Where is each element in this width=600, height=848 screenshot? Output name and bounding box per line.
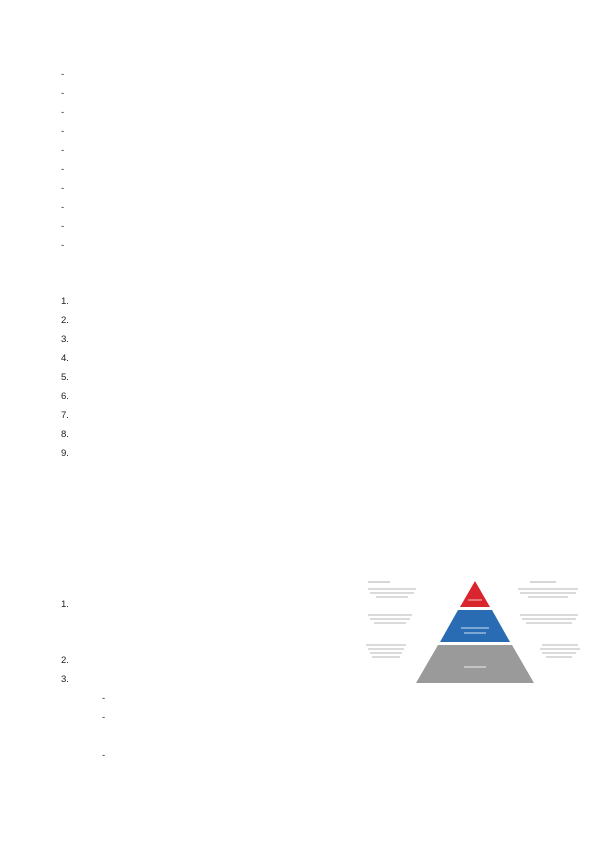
list-number: 9. <box>61 448 69 459</box>
pyramid-graphic <box>360 579 589 686</box>
bullet-dash: - <box>61 164 65 175</box>
bullet-dash: - <box>61 240 65 251</box>
bullet-dash: - <box>61 221 65 232</box>
bullet-dash: - <box>61 202 65 213</box>
list-number: 2. <box>61 315 69 326</box>
list-number: 1. <box>61 296 69 307</box>
list-number: 6. <box>61 391 69 402</box>
list-number: 1. <box>61 599 69 610</box>
list-number: 7. <box>61 410 69 421</box>
list-number: 3. <box>61 674 69 685</box>
bullet-dash: - <box>61 88 65 99</box>
bullet-dash: - <box>61 107 65 118</box>
bullet-dash: - <box>102 750 106 761</box>
bullet-dash: - <box>61 126 65 137</box>
kaiser-pyramid-figure <box>360 579 589 686</box>
list-number: 4. <box>61 353 69 364</box>
bullet-dash: - <box>102 712 106 723</box>
list-number: 3. <box>61 334 69 345</box>
bullet-dash: - <box>61 183 65 194</box>
list-number: 8. <box>61 429 69 440</box>
bullet-dash: - <box>102 693 106 704</box>
bullet-dash: - <box>61 145 65 156</box>
list-number: 2. <box>61 655 69 666</box>
list-number: 5. <box>61 372 69 383</box>
bullet-dash: - <box>61 69 65 80</box>
